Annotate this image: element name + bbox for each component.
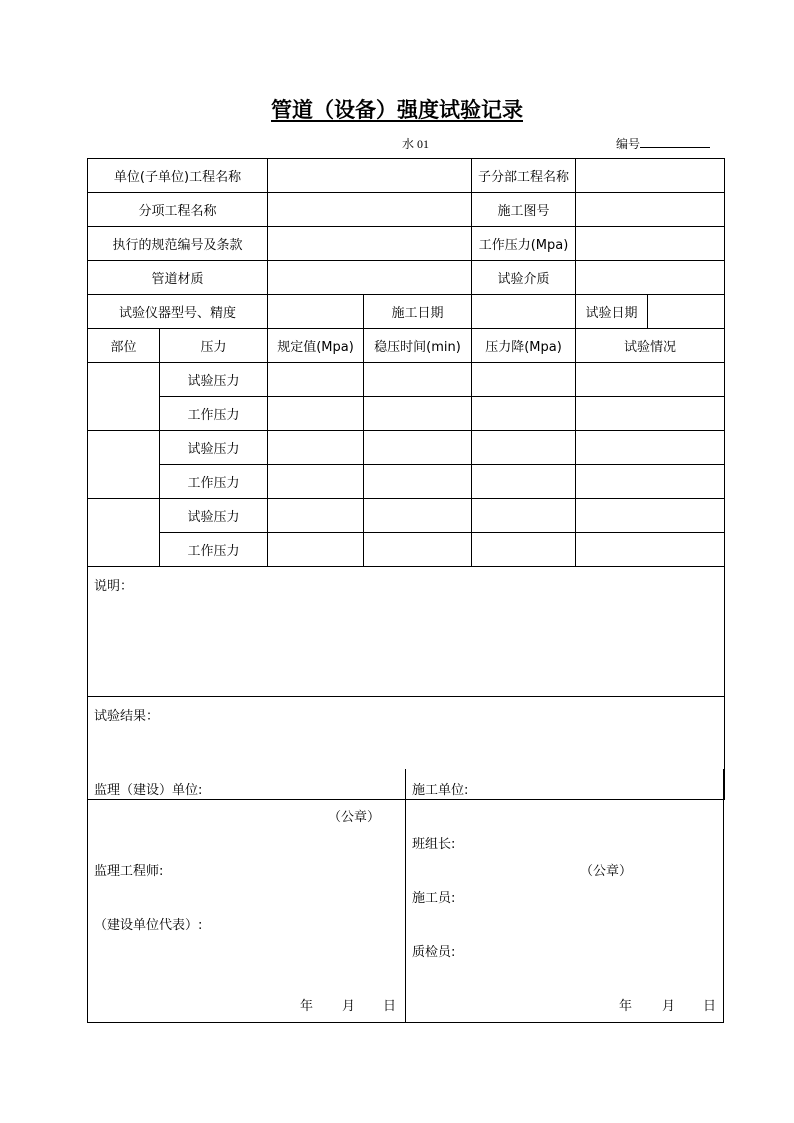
contractor-month-label: 月: [662, 999, 676, 1014]
test-status-input[interactable]: [576, 397, 725, 431]
supervisor-unit-label: 监理（建设）单位:: [94, 783, 203, 798]
pipe-material-label: 管道材质: [88, 261, 268, 295]
specified-value-input[interactable]: [268, 431, 364, 465]
pressure-drop-input[interactable]: [472, 431, 576, 465]
supervisor-year-label: 年: [300, 999, 314, 1014]
signature-divider: [405, 769, 406, 1022]
test-date-input[interactable]: [648, 295, 725, 329]
sub-division-label: 子分部工程名称: [472, 159, 576, 193]
pipe-material-input[interactable]: [268, 261, 472, 295]
table-row: [88, 533, 725, 567]
record-table: [87, 158, 725, 800]
supervisor-day-label: 日: [383, 999, 397, 1014]
header-row: [88, 329, 725, 363]
specified-value-input[interactable]: [268, 397, 364, 431]
construction-rep-label: （建设单位代表）:: [94, 918, 203, 933]
instrument-label: 试验仪器型号、精度: [88, 295, 268, 329]
sub-item-input[interactable]: [268, 193, 472, 227]
test-date-label: 试验日期: [576, 295, 648, 329]
holding-time-input[interactable]: [364, 397, 472, 431]
specified-value-input[interactable]: [268, 533, 364, 567]
contractor-year-label: 年: [619, 999, 633, 1014]
team-leader-label: 班组长:: [412, 837, 456, 852]
specified-value-input[interactable]: [268, 465, 364, 499]
header-location: 部位: [88, 329, 160, 363]
contractor-seal-label: （公章）: [580, 864, 633, 879]
contractor-day-label: 日: [703, 999, 717, 1014]
note-label: 说明：: [94, 579, 134, 594]
holding-time-input[interactable]: [364, 431, 472, 465]
note-row: [88, 567, 725, 697]
header-test-status: 试验情况: [576, 329, 725, 363]
pressure-type: 工作压力: [160, 397, 268, 431]
test-medium-input[interactable]: [576, 261, 725, 295]
instrument-row: [88, 295, 725, 329]
info-row: [88, 193, 725, 227]
table-row: [88, 397, 725, 431]
test-status-input[interactable]: [576, 499, 725, 533]
form-title-text: 管道（设备）强度试验记录: [271, 97, 523, 122]
pressure-drop-input[interactable]: [472, 533, 576, 567]
serial-number-field[interactable]: [616, 135, 710, 152]
supervisor-engineer-label: 监理工程师:: [94, 864, 164, 879]
sub-division-input[interactable]: [576, 159, 725, 193]
info-row: [88, 261, 725, 295]
test-status-input[interactable]: [576, 363, 725, 397]
pressure-drop-input[interactable]: [472, 363, 576, 397]
form-title: [0, 94, 794, 124]
project-name-label: 单位(子单位)工程名称: [88, 159, 268, 193]
working-pressure-label: 工作压力(Mpa): [472, 227, 576, 261]
contractor-unit-label: 施工单位:: [412, 783, 469, 798]
standard-input[interactable]: [268, 227, 472, 261]
sub-item-label: 分项工程名称: [88, 193, 268, 227]
construction-date-input[interactable]: [472, 295, 576, 329]
pressure-type: 工作压力: [160, 465, 268, 499]
info-row: [88, 159, 725, 193]
location-input[interactable]: [88, 499, 160, 567]
site-worker-label: 施工员:: [412, 891, 456, 906]
drawing-number-label: 施工图号: [472, 193, 576, 227]
signature-section: [87, 769, 724, 1023]
instrument-input[interactable]: [268, 295, 364, 329]
header-pressure-drop: 压力降(Mpa): [472, 329, 576, 363]
serial-label: 编号: [616, 137, 641, 151]
header-holding-time: 稳压时间(min): [364, 329, 472, 363]
project-name-input[interactable]: [268, 159, 472, 193]
holding-time-input[interactable]: [364, 465, 472, 499]
test-status-input[interactable]: [576, 533, 725, 567]
form-code: 水 01: [402, 137, 430, 151]
test-status-input[interactable]: [576, 465, 725, 499]
location-input[interactable]: [88, 363, 160, 431]
supervisor-month-label: 月: [342, 999, 356, 1014]
header-pressure: 压力: [160, 329, 268, 363]
holding-time-input[interactable]: [364, 499, 472, 533]
test-medium-label: 试验介质: [472, 261, 576, 295]
location-input[interactable]: [88, 431, 160, 499]
pressure-type: 试验压力: [160, 363, 268, 397]
standard-label: 执行的规范编号及条款: [88, 227, 268, 261]
holding-time-input[interactable]: [364, 363, 472, 397]
info-row: [88, 227, 725, 261]
pressure-drop-input[interactable]: [472, 397, 576, 431]
table-row: [88, 431, 725, 465]
result-label: 试验结果：: [94, 709, 160, 724]
supervisor-seal-label: （公章）: [328, 810, 381, 825]
construction-date-label: 施工日期: [364, 295, 472, 329]
table-row: [88, 465, 725, 499]
table-row: [88, 363, 725, 397]
pressure-drop-input[interactable]: [472, 499, 576, 533]
pressure-type: 试验压力: [160, 499, 268, 533]
serial-blank-line: [640, 136, 710, 148]
quality-inspector-label: 质检员:: [412, 945, 456, 960]
table-row: [88, 499, 725, 533]
holding-time-input[interactable]: [364, 533, 472, 567]
header-specified-value: 规定值(Mpa): [268, 329, 364, 363]
test-status-input[interactable]: [576, 431, 725, 465]
note-area[interactable]: [88, 567, 725, 697]
pressure-type: 工作压力: [160, 533, 268, 567]
specified-value-input[interactable]: [268, 499, 364, 533]
drawing-number-input[interactable]: [576, 193, 725, 227]
pressure-drop-input[interactable]: [472, 465, 576, 499]
specified-value-input[interactable]: [268, 363, 364, 397]
pressure-type: 试验压力: [160, 431, 268, 465]
working-pressure-input[interactable]: [576, 227, 725, 261]
